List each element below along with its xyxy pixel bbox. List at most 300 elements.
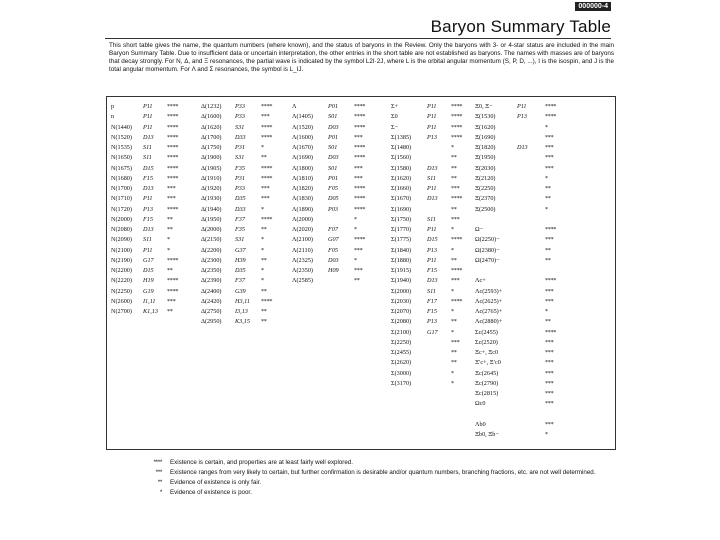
baryon-name: Σ(1670) — [391, 195, 412, 203]
baryon-name: Ξ(1950) — [475, 154, 496, 162]
partial-wave: F37 — [235, 277, 245, 285]
status-stars: *** — [545, 420, 554, 428]
partial-wave — [517, 287, 545, 297]
partial-wave: G39 — [235, 287, 246, 295]
baryon-name: N(2080) — [111, 226, 132, 233]
baryon-row — [475, 112, 575, 122]
partial-wave — [517, 266, 545, 276]
partial-wave: P01 — [328, 103, 338, 110]
legend-item — [132, 479, 612, 487]
baryon-row — [475, 123, 575, 133]
partial-wave — [517, 133, 545, 143]
status-stars: *** — [354, 246, 363, 254]
baryon-row — [292, 123, 388, 133]
baryon-row — [475, 379, 575, 389]
baryon-column-4 — [391, 102, 475, 389]
baryon-row — [475, 410, 575, 420]
partial-wave: S11 — [427, 287, 436, 295]
partial-wave — [517, 153, 545, 163]
partial-wave — [427, 358, 451, 368]
baryon-row — [391, 369, 475, 379]
baryon-name: N(2700) — [111, 308, 132, 315]
baryon-row — [201, 112, 293, 122]
baryon-name: Σ(1880) — [391, 256, 412, 264]
baryon-row — [391, 225, 475, 235]
baryon-row — [391, 143, 475, 153]
status-stars: *** — [545, 144, 554, 151]
baryon-column-2 — [201, 102, 293, 328]
status-stars: *** — [451, 277, 460, 285]
baryon-name: Ξ(2030) — [475, 164, 496, 172]
baryon-row — [292, 153, 388, 163]
baryon-row — [111, 164, 197, 174]
baryon-row — [111, 235, 197, 245]
baryon-row — [475, 297, 575, 307]
baryon-row — [391, 246, 475, 256]
partial-wave — [427, 153, 451, 163]
status-stars: * — [451, 144, 454, 151]
baryon-name: Λ(2000) — [292, 215, 313, 223]
legend-stars: **** — [153, 459, 162, 466]
baryon-row — [292, 133, 388, 143]
baryon-row — [201, 225, 293, 235]
status-stars: *** — [545, 359, 554, 367]
baryon-row — [391, 328, 475, 338]
baryon-row — [111, 225, 197, 235]
baryon-row — [292, 184, 388, 194]
status-stars: ** — [167, 215, 173, 223]
status-stars: **** — [451, 236, 463, 244]
baryon-name: N(2000) — [111, 215, 132, 223]
status-stars: ** — [545, 195, 551, 203]
baryon-row — [201, 133, 293, 143]
partial-wave: P13 — [143, 205, 153, 213]
partial-wave: P01 — [328, 133, 338, 141]
status-stars: *** — [261, 195, 270, 203]
partial-wave: P11 — [143, 123, 153, 131]
baryon-row — [391, 348, 475, 358]
status-stars: * — [167, 236, 170, 244]
status-stars: *** — [354, 164, 363, 172]
partial-wave — [517, 256, 545, 266]
baryon-name: Λc(2593)+ — [475, 287, 503, 295]
baryon-row — [111, 215, 197, 225]
baryon-name: Ξ(2500) — [475, 205, 496, 213]
baryon-name: Λ(2100) — [292, 236, 313, 244]
status-stars: ** — [545, 256, 551, 264]
baryon-name: Σ(1480) — [391, 144, 412, 151]
baryon-row — [201, 297, 293, 307]
baryon-row — [292, 112, 388, 122]
partial-wave: F15 — [143, 215, 153, 223]
baryon-name: Λ(1600) — [292, 133, 313, 141]
status-stars: * — [261, 144, 264, 151]
partial-wave: S01 — [328, 113, 338, 121]
baryon-name: N(2200) — [111, 267, 132, 274]
baryon-row — [391, 317, 475, 327]
partial-wave: F35 — [235, 226, 245, 233]
partial-wave — [517, 369, 545, 379]
partial-wave: S31 — [235, 154, 245, 162]
baryon-name: Σ0 — [391, 113, 398, 121]
status-stars: **** — [167, 154, 179, 162]
partial-wave — [517, 297, 545, 307]
partial-wave — [517, 174, 545, 184]
baryon-name: Λ(1520) — [292, 123, 313, 131]
status-stars: **** — [167, 133, 179, 141]
partial-wave: P13 — [427, 246, 437, 254]
partial-wave: D13 — [427, 195, 438, 203]
baryon-row — [111, 174, 197, 184]
partial-wave: G37 — [235, 246, 246, 254]
status-stars: **** — [261, 103, 273, 110]
status-stars: * — [545, 308, 548, 315]
baryon-name: Δ(1900) — [201, 154, 222, 162]
status-stars: ** — [451, 318, 457, 326]
baryon-name: Δ(2350) — [201, 267, 222, 274]
baryon-name: Λc(2765)+ — [475, 308, 503, 315]
partial-wave: D35 — [235, 195, 246, 203]
baryon-name: Δ(1620) — [201, 123, 222, 131]
baryon-name: N(1535) — [111, 144, 132, 151]
status-stars: ** — [451, 174, 457, 182]
baryon-row — [111, 102, 197, 112]
baryon-name: N(1710) — [111, 195, 132, 203]
status-stars: ** — [451, 349, 457, 356]
legend-text: Existence ranges from very likely to certain, but further confirmation is desirable and/or quantum numbers, branching fractions, etc. are not well determined. — [170, 468, 596, 476]
baryon-column-1 — [111, 102, 197, 317]
status-stars: **** — [451, 297, 463, 305]
baryon-name: Σc(2520) — [475, 338, 498, 346]
baryon-name: Σ(2620) — [391, 359, 412, 367]
partial-wave — [517, 420, 545, 430]
status-stars: ** — [451, 164, 457, 172]
status-stars: **** — [451, 103, 463, 110]
partial-wave: S11 — [143, 144, 152, 151]
partial-wave: S31 — [235, 123, 245, 131]
status-stars: *** — [261, 185, 270, 192]
baryon-name: Λ(2325) — [292, 256, 313, 264]
partial-wave — [517, 379, 545, 389]
status-legend — [132, 459, 612, 499]
partial-wave — [328, 276, 354, 286]
baryon-name: Λ(2350) — [292, 267, 313, 274]
partial-wave — [517, 194, 545, 204]
baryon-name: N(2190) — [111, 256, 132, 264]
baryon-row — [475, 430, 575, 440]
status-stars: ** — [167, 226, 173, 233]
baryon-name: Σ(1560) — [391, 154, 412, 162]
baryon-row — [391, 338, 475, 348]
baryon-name: N(2100) — [111, 246, 132, 254]
baryon-row — [475, 399, 575, 409]
document-tag: 000000-4 — [575, 2, 611, 11]
status-stars: * — [545, 205, 548, 213]
baryon-name: Σ(2250) — [391, 338, 412, 346]
baryon-name: Δ(1940) — [201, 205, 222, 213]
partial-wave: K3,15 — [235, 318, 250, 326]
baryon-row — [391, 102, 475, 112]
baryon-name: Δ(1905) — [201, 164, 222, 172]
partial-wave: D13 — [427, 164, 438, 172]
status-stars: ** — [167, 267, 173, 274]
baryon-name: Δ(2200) — [201, 246, 222, 254]
status-stars — [545, 266, 575, 276]
baryon-row — [391, 133, 475, 143]
status-stars: **** — [354, 154, 366, 162]
partial-wave: P11 — [143, 103, 153, 110]
baryon-row — [201, 102, 293, 112]
status-stars — [545, 410, 575, 420]
baryon-row — [292, 174, 388, 184]
baryon-row — [391, 205, 475, 215]
baryon-row — [292, 143, 388, 153]
baryon-name: Δ(2750) — [201, 308, 222, 315]
status-stars: *** — [261, 113, 270, 121]
status-stars: *** — [451, 215, 460, 223]
baryon-column-3 — [292, 102, 388, 287]
status-stars: *** — [545, 400, 554, 408]
status-stars: * — [354, 256, 357, 264]
baryon-row — [475, 153, 575, 163]
baryon-row — [201, 143, 293, 153]
partial-wave: P03 — [328, 205, 338, 213]
baryon-table — [106, 96, 616, 450]
status-stars: ** — [451, 256, 457, 264]
partial-wave — [427, 369, 451, 379]
baryon-row — [111, 112, 197, 122]
legend-item — [132, 459, 612, 467]
baryon-row — [201, 205, 293, 215]
baryon-row — [111, 266, 197, 276]
baryon-name — [475, 410, 517, 420]
baryon-name: Δ(2000) — [201, 226, 222, 233]
baryon-name: Ξc+, Ξc0 — [475, 349, 499, 356]
baryon-row — [475, 215, 575, 225]
baryon-name: N(1440) — [111, 123, 132, 131]
baryon-name: Ξc(2790) — [475, 379, 499, 387]
baryon-row — [111, 287, 197, 297]
baryon-row — [292, 205, 388, 215]
baryon-row — [292, 215, 388, 225]
partial-wave — [517, 215, 545, 225]
baryon-name: N(2090) — [111, 236, 132, 244]
status-stars: **** — [261, 164, 273, 172]
baryon-row — [111, 143, 197, 153]
partial-wave: H3,11 — [235, 297, 250, 305]
status-stars: * — [451, 369, 454, 377]
baryon-name: Λ(1800) — [292, 164, 313, 172]
baryon-name: Δ(2420) — [201, 297, 222, 305]
baryon-name: Λc(2625)+ — [475, 297, 503, 305]
status-stars: **** — [545, 226, 557, 233]
partial-wave: F35 — [235, 164, 245, 172]
partial-wave — [517, 164, 545, 174]
partial-wave: P33 — [235, 113, 245, 121]
baryon-row — [201, 246, 293, 256]
status-stars: ** — [451, 205, 457, 213]
status-stars: *** — [545, 379, 554, 387]
status-stars: * — [451, 226, 454, 233]
baryon-row — [475, 369, 575, 379]
baryon-row — [201, 276, 293, 286]
partial-wave: P31 — [235, 144, 245, 151]
baryon-name: Ξ(1820) — [475, 144, 496, 151]
partial-wave — [427, 338, 451, 348]
baryon-row — [475, 338, 575, 348]
baryon-row — [391, 153, 475, 163]
baryon-row — [475, 317, 575, 327]
status-stars: **** — [354, 103, 366, 110]
partial-wave: G17 — [427, 328, 438, 336]
partial-wave — [517, 389, 545, 399]
status-stars: ** — [167, 308, 173, 315]
baryon-row — [475, 307, 575, 317]
partial-wave — [517, 317, 545, 327]
baryon-row — [475, 225, 575, 235]
status-stars: ** — [545, 318, 551, 326]
baryon-name: Δ(2300) — [201, 256, 222, 264]
partial-wave: G07 — [328, 236, 339, 244]
partial-wave — [427, 348, 451, 358]
baryon-row — [111, 194, 197, 204]
baryon-name: N(1720) — [111, 205, 132, 213]
baryon-row — [391, 235, 475, 245]
baryon-row — [475, 143, 575, 153]
baryon-name: Δ(1700) — [201, 133, 222, 141]
status-stars: ** — [261, 318, 267, 326]
baryon-name: Σ(1915) — [391, 267, 412, 274]
baryon-name: Σ(2030) — [391, 297, 412, 305]
baryon-row — [475, 133, 575, 143]
baryon-name: Ξ′c+, Ξ′c0 — [475, 359, 501, 367]
baryon-row — [111, 307, 197, 317]
partial-wave: D13 — [143, 185, 154, 192]
baryon-name: Λ(2020) — [292, 226, 313, 233]
baryon-name: Ξ(2370) — [475, 195, 496, 203]
baryon-name: Ω(2470)− — [475, 256, 500, 264]
partial-wave: S11 — [143, 154, 152, 162]
baryon-row — [201, 307, 293, 317]
partial-wave: G17 — [143, 256, 154, 264]
baryon-name: Σ(2070) — [391, 308, 412, 315]
baryon-row — [111, 297, 197, 307]
partial-wave — [517, 225, 545, 235]
partial-wave: D33 — [235, 205, 246, 213]
partial-wave: D13 — [143, 226, 154, 233]
status-stars: *** — [545, 297, 554, 305]
baryon-name: Ξ(1620) — [475, 123, 496, 131]
partial-wave: H39 — [235, 256, 246, 264]
partial-wave: S01 — [328, 144, 338, 151]
baryon-row — [111, 184, 197, 194]
status-stars: **** — [354, 185, 366, 192]
partial-wave: F17 — [427, 297, 437, 305]
status-stars: * — [261, 205, 264, 213]
partial-wave: S01 — [328, 164, 338, 172]
status-stars: *** — [167, 185, 176, 192]
baryon-row — [475, 164, 575, 174]
baryon-row — [475, 420, 575, 430]
status-stars: **** — [451, 267, 463, 274]
page-title: Baryon Summary Table — [430, 17, 611, 36]
baryon-name: N(1650) — [111, 154, 132, 162]
partial-wave: F07 — [328, 226, 338, 233]
baryon-name: Λ(1820) — [292, 185, 313, 192]
status-stars: *** — [545, 164, 554, 172]
status-stars: * — [167, 246, 170, 254]
baryon-row — [391, 276, 475, 286]
status-stars: **** — [354, 195, 366, 203]
baryon-row — [292, 246, 388, 256]
status-stars: ** — [261, 287, 267, 295]
partial-wave: S11 — [427, 215, 436, 223]
baryon-row — [201, 123, 293, 133]
status-stars — [545, 215, 575, 225]
baryon-row — [391, 379, 475, 389]
baryon-name: Σ(1770) — [391, 226, 412, 233]
partial-wave: F37 — [235, 215, 245, 223]
baryon-name: Σ(1660) — [391, 185, 412, 192]
status-stars: *** — [545, 133, 554, 141]
status-stars: *** — [545, 369, 554, 377]
baryon-row — [475, 205, 575, 215]
status-stars: ** — [545, 185, 551, 192]
baryon-name — [475, 215, 517, 225]
partial-wave: H09 — [328, 267, 339, 274]
partial-wave — [427, 205, 451, 215]
baryon-row — [391, 266, 475, 276]
baryon-name: N(2220) — [111, 277, 132, 285]
baryon-name: Σ(1580) — [391, 164, 412, 172]
partial-wave: F05 — [328, 185, 338, 192]
status-stars: ** — [261, 308, 267, 315]
baryon-row — [391, 194, 475, 204]
legend-text: Existence is certain, and properties are at least fairly well explored. — [170, 459, 353, 466]
baryon-row — [292, 194, 388, 204]
partial-wave — [517, 184, 545, 194]
baryon-name: Λ(1890) — [292, 205, 313, 213]
partial-wave: F15 — [427, 308, 437, 315]
partial-wave — [517, 348, 545, 358]
status-stars: *** — [545, 338, 554, 346]
partial-wave: I1,11 — [143, 297, 156, 305]
baryon-name: p — [111, 103, 115, 110]
status-stars: * — [451, 287, 454, 295]
partial-wave: P11 — [427, 113, 437, 121]
status-stars: **** — [167, 123, 179, 131]
status-stars: **** — [354, 123, 366, 131]
legend-stars: ** — [157, 478, 162, 486]
baryon-row — [391, 307, 475, 317]
partial-wave: F15 — [143, 174, 153, 182]
status-stars: **** — [451, 123, 463, 131]
baryon-name: Σ(2455) — [391, 349, 412, 356]
partial-wave: P13 — [517, 113, 527, 121]
baryon-name: Λb0 — [475, 420, 486, 428]
baryon-name: Λ — [292, 103, 297, 110]
partial-wave: P11 — [143, 113, 153, 121]
status-stars: ** — [545, 246, 551, 254]
status-stars: **** — [167, 113, 179, 121]
baryon-name: Ξ(1690) — [475, 133, 496, 141]
baryon-name: Σ(2000) — [391, 287, 412, 295]
status-stars: * — [354, 215, 357, 223]
baryon-row — [201, 184, 293, 194]
status-stars: ** — [261, 256, 267, 264]
baryon-name: Ξc(2815) — [475, 390, 499, 397]
partial-wave — [517, 399, 545, 409]
